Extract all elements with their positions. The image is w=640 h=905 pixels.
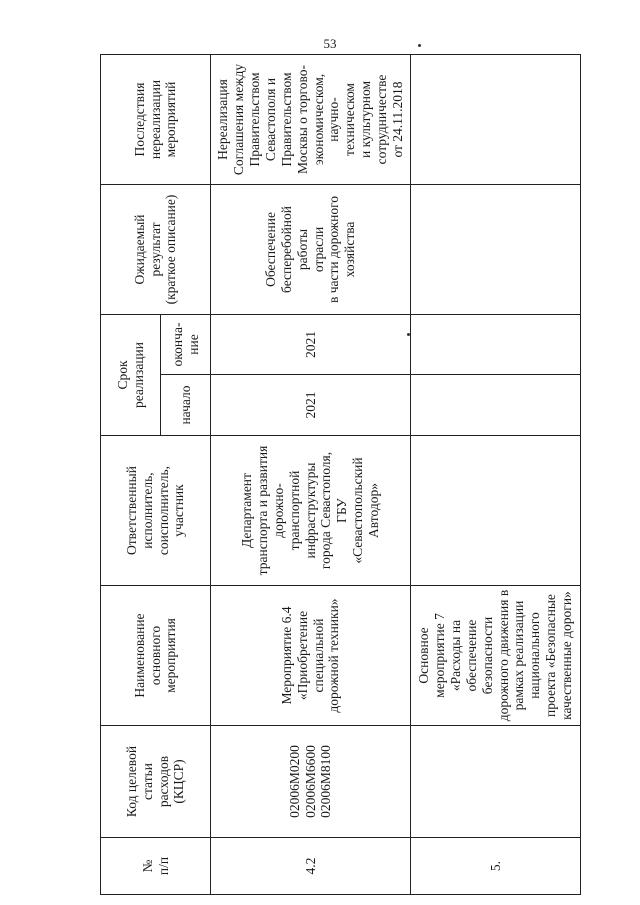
header-code: Код целевой статьи расходов (КЦСР) <box>101 726 211 838</box>
header-num: № п/п <box>101 838 211 895</box>
row-code: 02006М0200 <box>286 745 302 818</box>
row-codes <box>211 726 411 838</box>
header-end: оконча- ние <box>161 314 211 374</box>
row-name: Мероприятие 6.4 «Приобретение специальной дорожной техники» <box>211 586 411 726</box>
header-executor: Ответственный исполнитель, соисполнитель, участник <box>101 436 211 586</box>
page-number: 53 <box>323 36 337 51</box>
row-num: 5. <box>411 838 581 895</box>
header-start: начало <box>161 375 211 436</box>
row-start <box>411 375 581 436</box>
row-result <box>411 184 581 314</box>
row-name: Основное мероприятие 7 «Расходы на обеспечение безопасности дорожного движения в рамках реализации национального проекта «Безопасные качественные дороги» <box>411 586 581 726</box>
header-period: Срок реализации <box>101 314 161 435</box>
row-num: 4.2 <box>211 838 411 895</box>
row-code: 02006М8100 <box>318 745 334 818</box>
row-result: Обеспечение бесперебойной работы отрасли в части дорожного хозяйства <box>211 184 411 314</box>
row-end <box>411 314 581 374</box>
row-consequences: Нереализация Соглашения между Правительством Севастополя и Правительством Москвы о торгово- экономическом, научно- техническом и культурном сотрудничестве от 24.11.2018 <box>211 54 411 184</box>
table-row <box>411 54 581 894</box>
table-row <box>211 54 411 894</box>
row-end: 2021 <box>211 314 411 374</box>
header-row-1 <box>101 54 161 894</box>
row-start: 2021 <box>211 375 411 436</box>
row-executor: Департамент транспорта и развития дорожно- транспортной инфраструктуры города Севастополя, ГБУ «Севастопольский Автодор» <box>211 436 411 586</box>
scan-speck <box>418 44 421 47</box>
header-consequences: Последствия нереализации мероприятий <box>101 54 211 184</box>
row-code: 02006М6600 <box>302 745 318 818</box>
table-rotated <box>100 55 580 895</box>
row-executor <box>411 436 581 586</box>
measures-table <box>100 54 581 895</box>
row-codes <box>411 726 581 838</box>
header-result: Ожидаемый результат (краткое описание) <box>101 184 211 314</box>
row-consequences <box>411 54 581 184</box>
header-name: Наименование основного мероприятия <box>101 586 211 726</box>
rotated-table-container <box>100 55 580 895</box>
